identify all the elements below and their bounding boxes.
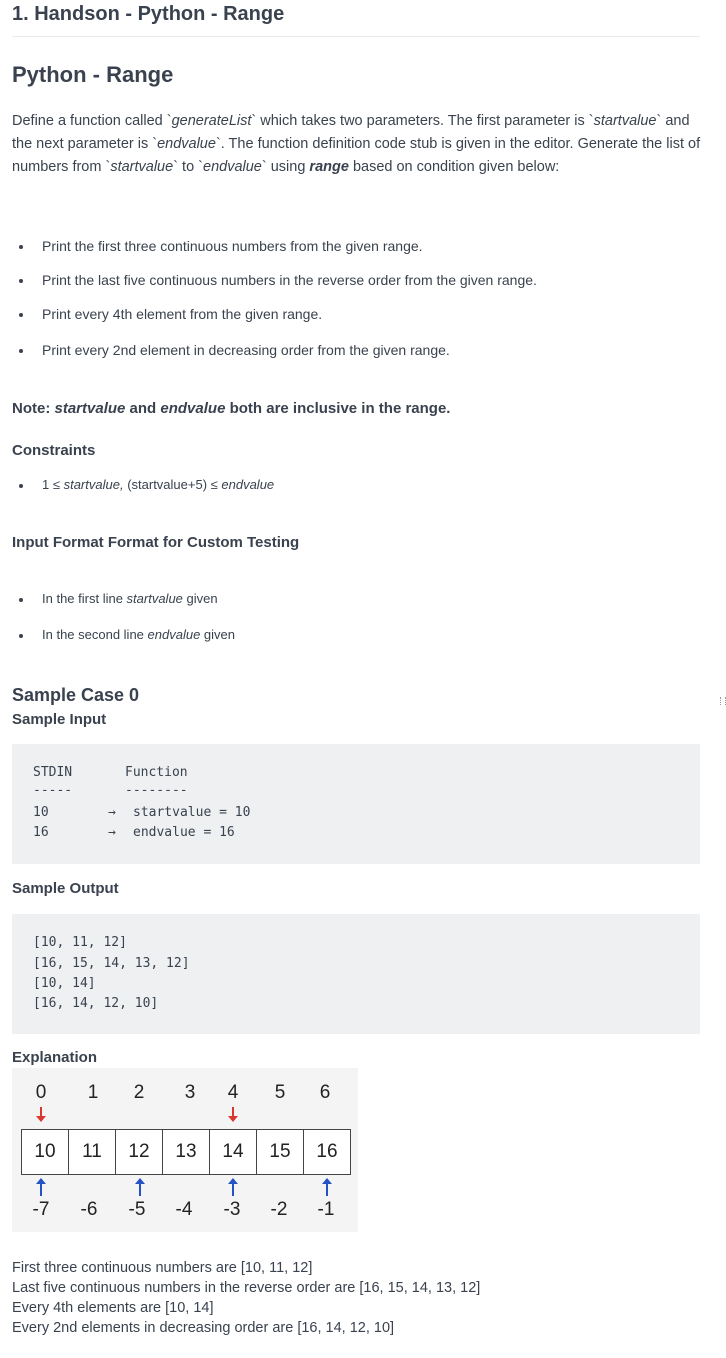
- up-arrow-icon: [139, 1184, 141, 1196]
- list-item: [0, 475, 700, 495]
- explanation-heading: Explanation: [12, 1049, 98, 1066]
- note-text: both are inclusive in the range.: [225, 400, 451, 417]
- stdin-divider: -----: [33, 783, 73, 798]
- intro-text: `. The function definition code stub is given in the editor. Generate the list of numbers from `: [12, 136, 701, 175]
- stdin-header: STDIN: [33, 765, 73, 780]
- problem-description: [12, 110, 702, 179]
- up-arrow-icon: [326, 1184, 328, 1196]
- arrow-icon: →: [108, 825, 116, 840]
- function-header: Function: [125, 765, 188, 780]
- intro-text: Define a function called `: [12, 113, 172, 129]
- negative-index: -7: [32, 1199, 50, 1220]
- challenge-title: 1. Handson - Python - Range: [12, 3, 285, 25]
- negative-index: -3: [223, 1199, 241, 1220]
- positive-index: 1: [87, 1082, 99, 1103]
- output-line: [10, 14]: [33, 976, 96, 991]
- intro-text: ` to `: [173, 159, 203, 175]
- positive-index: 3: [184, 1082, 196, 1103]
- value-cell: 14: [210, 1130, 257, 1174]
- input-format-var: startvalue: [126, 591, 183, 606]
- intro-text: based on condition given below:: [348, 159, 560, 175]
- explanation-line: First three continuous numbers are [10, 11, 12]: [12, 1260, 313, 1276]
- explanation-text: [12, 1258, 480, 1338]
- note: [12, 398, 450, 420]
- list-item: Print the last five continuous numbers in the reverse order from the given range.: [0, 270, 700, 290]
- up-arrow-icon: [40, 1184, 42, 1196]
- value-cell: 12: [116, 1130, 163, 1174]
- positive-index: 2: [133, 1082, 145, 1103]
- constraint-var: startvalue,: [63, 477, 124, 492]
- list-item: [0, 625, 700, 645]
- negative-index: -4: [175, 1199, 193, 1220]
- intro-text: ` which takes two parameters. The first parameter is `: [251, 113, 594, 129]
- stdin-value: 10: [33, 805, 49, 820]
- input-format-text: In the first line: [42, 591, 127, 606]
- note-startvalue: startvalue: [54, 400, 126, 417]
- constraint-text: 1 ≤: [42, 477, 64, 492]
- explanation-line: Last five continuous numbers in the reverse order are [16, 15, 14, 13, 12]: [12, 1280, 481, 1296]
- explanation-line: Every 4th elements are [10, 14]: [12, 1300, 214, 1316]
- sample-case-heading: Sample Case 0: [12, 685, 140, 705]
- title-divider: [12, 36, 700, 37]
- positive-index: 5: [274, 1082, 286, 1103]
- intro-text: ` and the next parameter is `: [12, 113, 690, 152]
- value-cell: 10: [22, 1130, 69, 1174]
- negative-index: -5: [128, 1199, 146, 1220]
- negative-index: -6: [80, 1199, 98, 1220]
- constraint-var: endvalue: [221, 477, 275, 492]
- panel-resize-handle[interactable]: [720, 697, 726, 705]
- value-cell: 11: [69, 1130, 116, 1174]
- problem-title: Python - Range: [12, 62, 174, 87]
- value-cells: [21, 1129, 351, 1175]
- negative-index: -2: [270, 1199, 288, 1220]
- input-format-text: given: [200, 627, 236, 642]
- sample-output-heading: Sample Output: [12, 880, 119, 897]
- sample-input-heading: Sample Input: [12, 711, 107, 728]
- note-text: and: [125, 400, 161, 417]
- value-cell: 15: [257, 1130, 304, 1174]
- down-arrow-icon: [40, 1107, 42, 1119]
- down-arrow-icon: [232, 1107, 234, 1119]
- output-line: [16, 15, 14, 13, 12]: [33, 956, 190, 971]
- param-endvalue: endvalue: [203, 159, 262, 175]
- function-value: startvalue = 10: [133, 805, 251, 820]
- function-divider: --------: [125, 783, 188, 798]
- constraints-list: [0, 475, 700, 495]
- output-line: [10, 11, 12]: [33, 935, 127, 950]
- list-item: [0, 589, 700, 609]
- note-label: Note:: [12, 400, 55, 417]
- list-item: Print the first three continuous numbers from the given range.: [0, 236, 700, 256]
- input-format-var: endvalue: [147, 627, 201, 642]
- input-format-heading: Input Format Format for Custom Testing: [12, 534, 300, 551]
- conditions-list: [0, 236, 700, 360]
- param-endvalue: endvalue: [157, 136, 216, 152]
- negative-index: -1: [317, 1199, 335, 1220]
- value-cell: 16: [304, 1130, 350, 1174]
- function-value: endvalue = 16: [133, 825, 235, 840]
- param-startvalue: startvalue: [110, 159, 174, 175]
- up-arrow-icon: [232, 1184, 234, 1196]
- note-endvalue: endvalue: [160, 400, 226, 417]
- intro-text: ` using: [261, 159, 310, 175]
- sample-input-block: [12, 744, 700, 864]
- constraint-text: (startvalue+5) ≤: [123, 477, 222, 492]
- keyword-range: range: [309, 159, 349, 175]
- positive-index: 6: [319, 1082, 331, 1103]
- function-name: generateList: [171, 113, 252, 129]
- arrow-icon: →: [108, 805, 116, 820]
- list-item: Print every 4th element from the given range.: [0, 304, 700, 324]
- constraints-heading: Constraints: [12, 442, 96, 459]
- input-format-list: [0, 589, 700, 645]
- positive-index: 0: [35, 1082, 47, 1103]
- input-format-text: In the second line: [42, 627, 148, 642]
- list-item: Print every 2nd element in decreasing order from the given range.: [0, 340, 700, 360]
- explanation-line: Every 2nd elements in decreasing order are [16, 14, 12, 10]: [12, 1320, 395, 1336]
- value-cell: 13: [163, 1130, 210, 1174]
- param-startvalue: startvalue: [593, 113, 657, 129]
- output-line: [16, 14, 12, 10]: [33, 996, 159, 1011]
- sample-output-block: [12, 914, 700, 1034]
- positive-index: 4: [227, 1082, 239, 1103]
- stdin-value: 16: [33, 825, 49, 840]
- input-format-text: given: [182, 591, 218, 606]
